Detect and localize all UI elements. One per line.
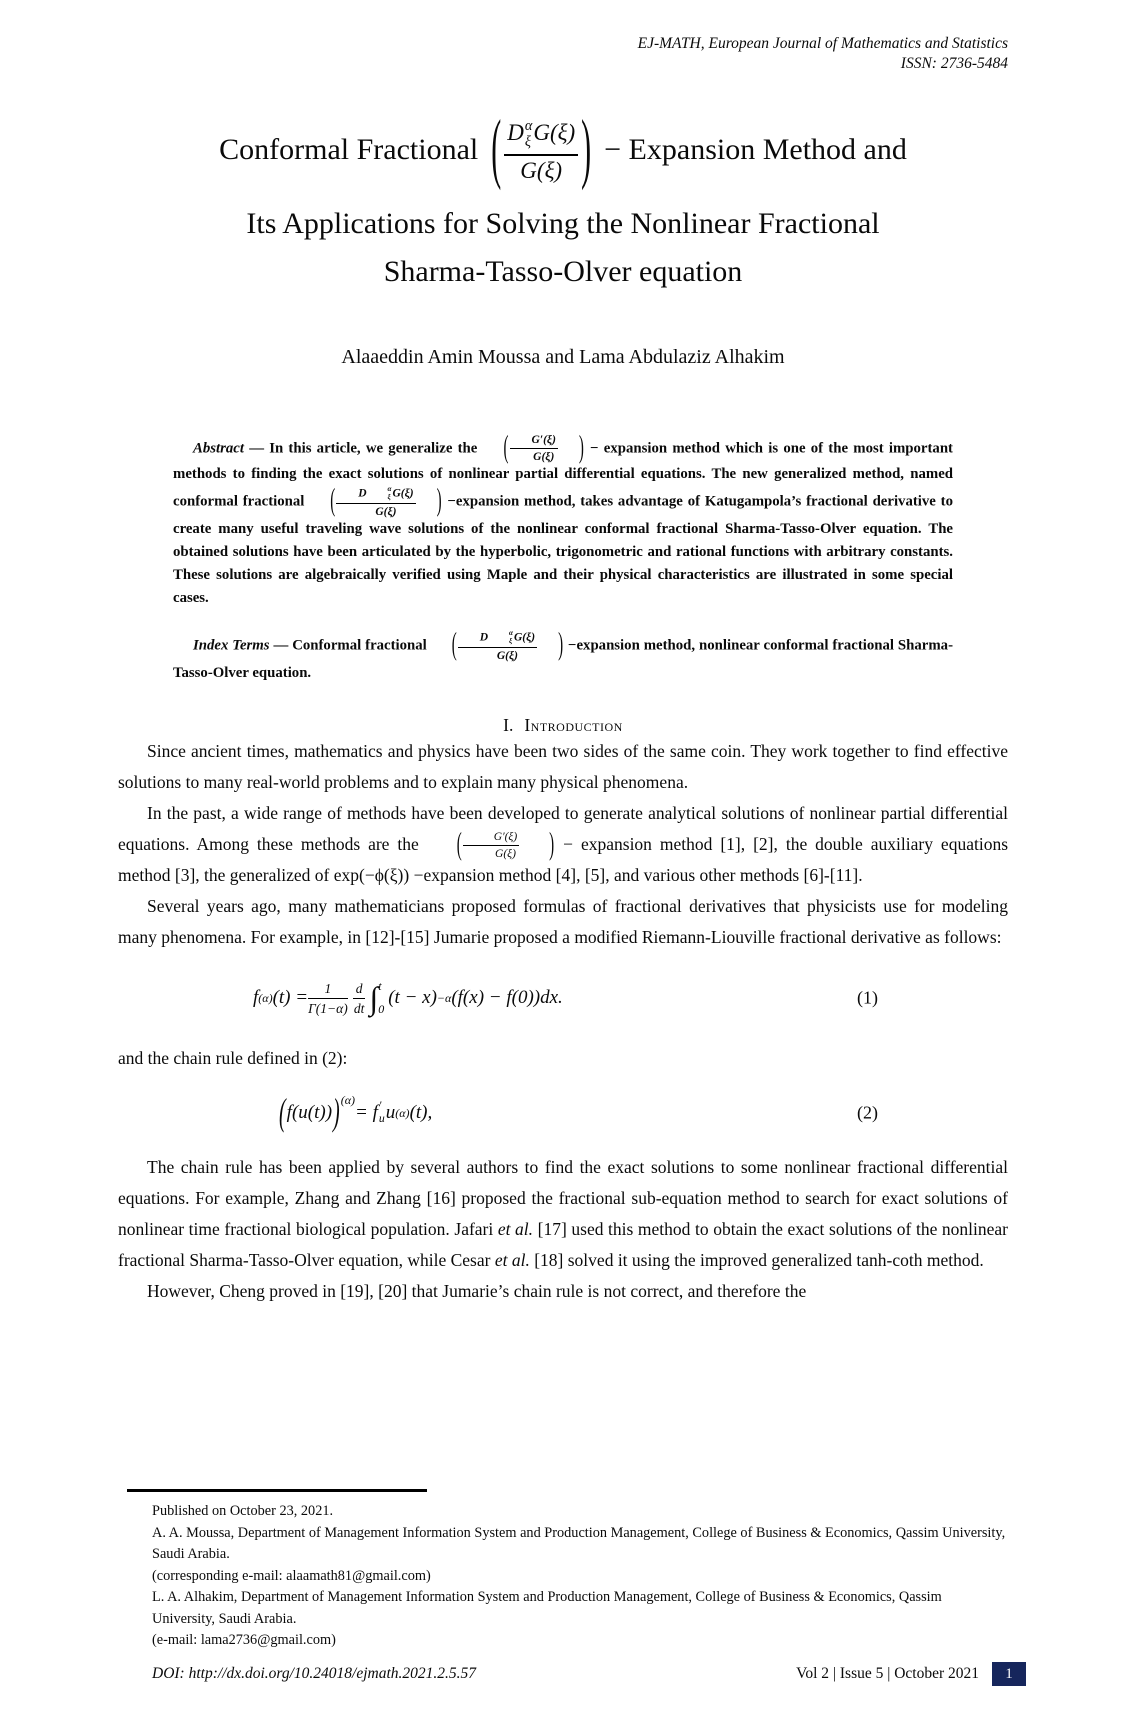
author-1-affiliation: A. A. Moussa, Department of Management Information System and Production Management, College of Business & Economics, Qassim University, Saudi Arabia. xyxy=(152,1524,1006,1562)
sup-sub-stack xyxy=(379,1100,385,1126)
authors-line: Alaaeddin Amin Moussa and Lama Abdulaziz Alhakim xyxy=(341,346,785,368)
chain-rule-line: and the chain rule defined in (2): xyxy=(118,1048,348,1069)
fraction-denominator: Γ(1−α) xyxy=(308,1001,348,1017)
sup-sub-stack xyxy=(368,486,392,502)
issue-info: Vol 2 | Issue 5 | October 2021 xyxy=(796,1665,979,1682)
intro-paragraph-2 xyxy=(118,798,1008,891)
math-superscript: ′ xyxy=(378,1099,382,1113)
math-superscript: (α) xyxy=(395,1105,410,1120)
page-number-badge: 1 xyxy=(992,1662,1026,1686)
left-paren-icon: ( xyxy=(279,1092,286,1135)
g-fraction xyxy=(427,828,555,863)
math-superscript: (α) xyxy=(258,990,273,1005)
right-paren-icon: ) xyxy=(558,628,564,662)
fraction-numerator xyxy=(504,118,578,155)
coefficient-fraction xyxy=(308,981,348,1016)
paragraph-text: −expansion method [4], [5], and various other methods [6]-[11]. xyxy=(409,865,863,886)
intro-paragraph-1: Since ancient times, mathematics and physics have been two sides of the same coin. They work together to find effective solutions to many real-world problems and to explain many physical phenomena. xyxy=(118,741,1008,793)
math-symbol: G(ξ) xyxy=(533,120,576,146)
fraction-denominator: G(ξ) xyxy=(375,505,397,518)
paper-title xyxy=(118,100,1008,296)
math-symbol: f xyxy=(253,987,259,1009)
math-symbol: (t) = xyxy=(272,987,309,1009)
equation-2 xyxy=(118,1092,1008,1135)
footer-right xyxy=(796,1662,1026,1686)
author-1-email: (corresponding e-mail: alaamath81@gmail.com) xyxy=(152,1567,431,1584)
index-terms-paragraph xyxy=(173,630,953,685)
title-line-3: Sharma-Tasso-Olver equation xyxy=(383,255,743,288)
title-line-1 xyxy=(118,100,1008,200)
journal-header xyxy=(118,34,1008,74)
page-footer xyxy=(118,1662,1026,1686)
fraction-denominator: G(ξ) xyxy=(496,649,518,662)
right-paren-icon: ) xyxy=(578,431,584,465)
equation-2-content xyxy=(278,1092,1008,1135)
math-symbol: = f xyxy=(355,1102,378,1124)
left-paren-icon: ( xyxy=(456,828,462,863)
abstract-label: Abstract xyxy=(193,440,244,457)
integral-icon: ∫ xyxy=(369,980,379,1017)
math-superscript: α xyxy=(524,118,533,135)
paragraph-text: The chain rule has been applied by several authors to find the exact solutions to some nonlinear fractional differential equations. For example, Zhang and Zhang [16] proposed the fractional sub-equation method to search for exact solutions of nonlinear time fractional biological population. Jafari xyxy=(118,1157,1008,1240)
footnote-text xyxy=(152,1501,1008,1652)
et-al: et al. xyxy=(494,1250,530,1271)
index-terms-text-2: −expansion method, nonlinear conformal fractional Sharma-Tasso-Olver equation. xyxy=(173,637,953,682)
d-fraction xyxy=(431,630,564,662)
right-paren-icon: ) xyxy=(333,1092,340,1135)
math-subscript: ξ xyxy=(387,492,391,501)
abstract-text-1: In this article, we generalize the xyxy=(269,440,483,457)
title-line-2: Its Applications for Solving the Nonlinear Fractional xyxy=(246,207,880,240)
fraction-numerator: G′(ξ) xyxy=(463,832,519,846)
paragraph-text: [17] used this method to obtain the exact solutions of the nonlinear fractional Sharma-Tasso-Olver equation, while Cesar xyxy=(118,1219,1009,1271)
paragraph-text: − expansion method [1], [2], the double auxiliary equations method [3], the generalized of xyxy=(118,834,1008,886)
abstract-text-2: − expansion method which is one of the most important methods to finding the exact solutions of nonlinear partial differential equations. The new generalized method, named conformal fractional xyxy=(173,440,953,510)
sup-sub-stack xyxy=(489,630,513,646)
math-subscript: u xyxy=(378,1112,385,1126)
math-superscript: α xyxy=(387,485,392,493)
paragraph-text: In the past, a wide range of methods have been developed to generate analytical solutions of nonlinear partial differential equations. Among these methods are the xyxy=(118,803,1008,855)
g-fraction xyxy=(483,431,585,465)
math-symbol: D xyxy=(507,120,524,146)
left-paren-icon: ( xyxy=(503,431,509,465)
math-symbol: u xyxy=(385,1102,396,1124)
abstract-text-3: −expansion method, takes advantage of Katugampola’s fractional derivative to create many useful traveling wave solutions of the nonlinear conformal fractional Sharma-Tasso-Olver equation. The obtained solutions have been articulated by the hyperbolic, trigonometric and rational functions with arbitrary constants. These solutions are algebraically verified using Maple and their physical characteristics are illustrated in some special cases. xyxy=(173,493,954,607)
index-terms-text-1: Conformal fractional xyxy=(292,637,431,654)
d-fraction xyxy=(309,486,442,518)
math-symbol: f(u(t)) xyxy=(286,1102,333,1124)
title-tail: − Expansion Method and xyxy=(604,133,907,166)
author-2-affiliation: L. A. Alhakim, Department of Management Information System and Production Management, College of Business & Economics, Qassim University, Saudi Arabia. xyxy=(152,1589,942,1627)
math-symbol: G(ξ) xyxy=(392,487,414,500)
left-paren-icon: ( xyxy=(491,105,502,192)
math-superscript: −α xyxy=(436,990,452,1005)
right-paren-icon: ) xyxy=(549,828,555,863)
title-d-fraction xyxy=(488,105,594,192)
integral-limits xyxy=(378,979,384,1017)
equation-1-content xyxy=(253,979,1008,1017)
right-paren-icon: ) xyxy=(581,105,592,192)
author-2-email: (e-mail: lama2736@gmail.com) xyxy=(152,1632,336,1648)
intro-paragraph-5: However, Cheng proved in [19], [20] that Jumarie’s chain rule is not correct, and therefore the xyxy=(147,1281,807,1302)
journal-name: EJ-MATH, European Journal of Mathematics and Statistics xyxy=(637,35,1008,52)
footnote-divider xyxy=(127,1489,427,1492)
title-lead: Conformal Fractional xyxy=(219,133,479,166)
sup-sub-stack xyxy=(525,119,532,150)
math-symbol: (f(x) − f(0))dx. xyxy=(451,987,563,1009)
journal-issn: ISSN: 2736-5484 xyxy=(900,55,1008,72)
published-date: Published on October 23, 2021. xyxy=(152,1503,334,1519)
fraction-denominator: dt xyxy=(353,1001,365,1017)
intro-paragraph-4 xyxy=(118,1152,1008,1276)
intro-paragraph-3: Several years ago, many mathematicians proposed formulas of fractional derivatives that physicists use for modeling many phenomena. For example, in [12]-[15] Jumarie proposed a modified Riemann-Liouville fractional derivative as follows: xyxy=(118,896,1008,948)
section-name: Introduction xyxy=(524,715,623,736)
right-paren-icon: ) xyxy=(436,484,442,518)
equation-2-number: (2) xyxy=(857,1102,878,1123)
integral-upper-limit: t xyxy=(378,979,382,994)
abstract-paragraph xyxy=(173,431,954,610)
math-symbol: D xyxy=(479,631,489,644)
footnote-block xyxy=(118,1489,1008,1652)
fraction-numerator xyxy=(336,486,415,504)
math-subscript: ξ xyxy=(509,636,513,645)
et-al: et al. xyxy=(497,1219,534,1240)
math-superscript: (α) xyxy=(340,1092,356,1107)
index-terms-label: Index Terms xyxy=(193,637,270,654)
derivative-fraction xyxy=(353,981,366,1016)
math-subscript: ξ xyxy=(524,134,531,150)
math-symbol: (t), xyxy=(409,1102,433,1124)
math-symbol: G(ξ) xyxy=(513,631,536,644)
abstract-separator: — xyxy=(243,440,270,457)
fraction-denominator: G(ξ) xyxy=(520,157,563,183)
fraction-numerator: 1 xyxy=(308,981,348,1000)
math-symbol: D xyxy=(358,487,367,500)
paragraph-text: [18] solved it using the improved generalized tanh-coth method. xyxy=(529,1250,984,1271)
math-symbol: (t − x) xyxy=(388,987,437,1009)
fraction-numerator: d xyxy=(353,981,366,1000)
index-terms-separator: — xyxy=(269,637,293,654)
fraction-denominator: G(ξ) xyxy=(495,847,516,860)
math-superscript: α xyxy=(509,629,513,638)
equation-1 xyxy=(118,979,1008,1017)
left-paren-icon: ( xyxy=(451,628,457,662)
equation-1-number: (1) xyxy=(857,987,878,1008)
exp-expression: exp(−ϕ(ξ)) xyxy=(333,865,410,886)
fraction-denominator: G(ξ) xyxy=(533,450,555,463)
section-number: I. xyxy=(503,715,514,736)
section-heading-introduction xyxy=(118,715,1008,736)
fraction-numerator xyxy=(458,630,537,648)
left-paren-icon: ( xyxy=(330,484,336,518)
fraction-numerator: G′(ξ) xyxy=(510,435,558,449)
integral-lower-limit: 0 xyxy=(378,1002,385,1017)
doi-text: DOI: http://dx.doi.org/10.24018/ejmath.2021.2.5.57 xyxy=(152,1665,477,1682)
